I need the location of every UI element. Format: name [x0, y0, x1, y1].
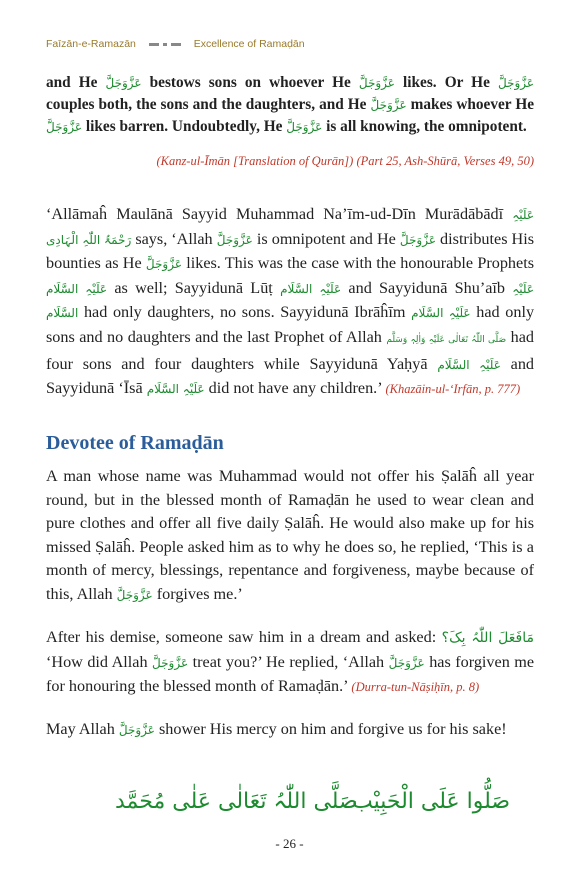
commentary-paragraph — [46, 203, 534, 402]
section-heading: Devotee of Ramaḍān — [46, 432, 224, 454]
para-text: had only sons and no daughters and the last Prophet of Allah — [46, 303, 535, 346]
running-header — [46, 38, 305, 50]
honorific-alayhis-salam: عَلَیْہِ السَّلَام — [280, 281, 342, 296]
quote-text: couples both, the sons and the daughters, and He — [46, 96, 367, 113]
page-number: - 26 - — [275, 836, 304, 851]
dream-paragraph — [46, 626, 534, 700]
honorific-alayhis-salam: عَلَیْہِ السَّلَام — [46, 281, 108, 296]
header-separator — [147, 38, 186, 50]
honorific-sallallahu: صَلَّی اللّٰہُ تَعَالٰی عَلَیْہِ وَاٰلِہٖ وَسَلَّم — [386, 334, 507, 345]
honorific-azza-wa-jal: عَزَّوَجَلَّ — [497, 76, 535, 90]
quote-reference — [46, 152, 534, 170]
story-paragraph — [46, 465, 534, 608]
honorific-rahmatullah: عَلَیْہِ رَحْمَۃُ اللّٰہِ الْہَادِی — [46, 208, 534, 247]
para-text: is omnipotent and He — [256, 229, 396, 248]
para-text: shower His mercy on him and forgive us for his sake! — [158, 720, 507, 738]
honorific-azza-wa-jal: عَزَّوَجَلَّ — [216, 232, 253, 247]
salat-right-calligraphy: صَلَّی اللّٰہُ تَعَالٰی عَلٰی مُحَمَّد — [115, 789, 358, 814]
para-text: has forgiven me for honouring the blessed month of Ramaḍān.’ — [46, 652, 535, 696]
honorific-alayhis-salam: عَلَیْہِ السَّلَام — [146, 382, 205, 397]
quote-text: bestows sons on whoever He — [149, 74, 351, 91]
para-text: forgives me.’ — [156, 584, 243, 603]
quote-text: is all knowing, the omnipotent. — [326, 118, 527, 135]
honorific-azza-wa-jal: عَزَّوَجَلَّ — [286, 120, 323, 134]
honorific-alayhis-salam: عَلَیْہِ السَّلَام — [437, 357, 501, 372]
para-text: treat you?’ He replied, ‘Allah — [192, 652, 385, 671]
para-text: as well; Sayyidunā Lūṭ — [114, 278, 273, 297]
honorific-azza-wa-jal: عَزَّوَجَلَّ — [358, 76, 395, 90]
para-text: After his demise, someone saw him in a dream and asked: — [46, 628, 437, 646]
para-text: and Sayyidunā Shu’aīb — [348, 278, 505, 297]
quote-text: likes. Or He — [403, 74, 490, 91]
salat-left-calligraphy: صَلُّوا عَلَی الْحَبِیْب — [352, 789, 511, 814]
para-text: had only daughters, no sons. Sayyidunā Ibrāĥīm — [83, 303, 406, 322]
prayer-paragraph — [46, 718, 534, 743]
quote-text: makes whoever He — [410, 96, 535, 113]
honorific-alayhis-salam: عَلَیْہِ السَّلَام — [46, 281, 535, 321]
para-text: had four sons and four daughters while Sayyidunā Yaḥyā — [46, 327, 534, 373]
salat-calligraphy — [0, 785, 579, 825]
honorific-azza-wa-jal: عَزَّوَجَلَّ — [370, 98, 407, 112]
para-text: A man whose name was Muhammad would not offer his Ṣalāĥ all year round, but in the blessed month of Ramaḍān he used to wear clean and pure clothes and offer all five daily Ṣalāĥ. He would also make up for his missed Ṣalāĥ. People asked him as to why he does so, he replied, ‘This is a month of mercy, blessings, repentance and forgiveness, maybe because of this, Allah — [46, 467, 534, 603]
honorific-azza-wa-jal: عَزَّوَجَلَّ — [46, 120, 83, 134]
quran-translation-quote — [46, 72, 534, 138]
para-text: likes. This was the case with the honourable Prophets — [186, 254, 534, 273]
honorific-alayhis-salam: عَلَیْہِ السَّلَام — [411, 306, 471, 321]
honorific-azza-wa-jal: عَزَّوَجَلَّ — [116, 587, 153, 602]
para-text: ‘Allāmaĥ Maulānā Sayyid Muhammad Na’īm-ud-Dīn Murādābādī — [46, 205, 504, 223]
honorific-azza-wa-jal: عَزَّوَجَلَّ — [399, 232, 436, 247]
reference-citation: (Khazāin-ul-‘Irfān, p. 777) — [385, 382, 521, 397]
honorific-azza-wa-jal: عَزَّوَجَلَّ — [388, 655, 425, 670]
arabic-question: مَافَعَلَ اللّٰہُ بِکَ؟ — [441, 630, 534, 646]
para-text: did not have any children.’ — [208, 379, 382, 398]
honorific-azza-wa-jal: عَزَّوَجَلَّ — [145, 257, 182, 272]
quote-text: and He — [46, 74, 98, 91]
para-text: ‘How did Allah — [46, 652, 148, 671]
honorific-azza-wa-jal: عَزَّوَجَلَّ — [152, 655, 189, 670]
honorific-azza-wa-jal: عَزَّوَجَلَّ — [105, 76, 142, 90]
quote-text: likes barren. Undoubtedly, He — [85, 118, 283, 135]
header-book-title: Faīzān-e-Ramazān — [46, 38, 136, 50]
para-text: May Allah — [46, 720, 115, 738]
para-text: says, ‘Allah — [135, 229, 213, 248]
para-text: and Sayyidunā ‘Īsā — [46, 354, 535, 398]
reference-citation: (Durra-tun-Nāṣiḥīn, p. 8) — [351, 680, 480, 695]
para-text: distributes His bounties as He — [46, 229, 535, 273]
header-chapter-title: Excellence of Ramaḍān — [193, 38, 305, 50]
reference-citation: (Kanz-ul-Īmān [Translation of Qurān]) (Part 25, Ash-Shūrā, Verses 49, 50) — [156, 154, 534, 168]
honorific-azza-wa-jal: عَزَّوَجَلَّ — [118, 723, 155, 737]
